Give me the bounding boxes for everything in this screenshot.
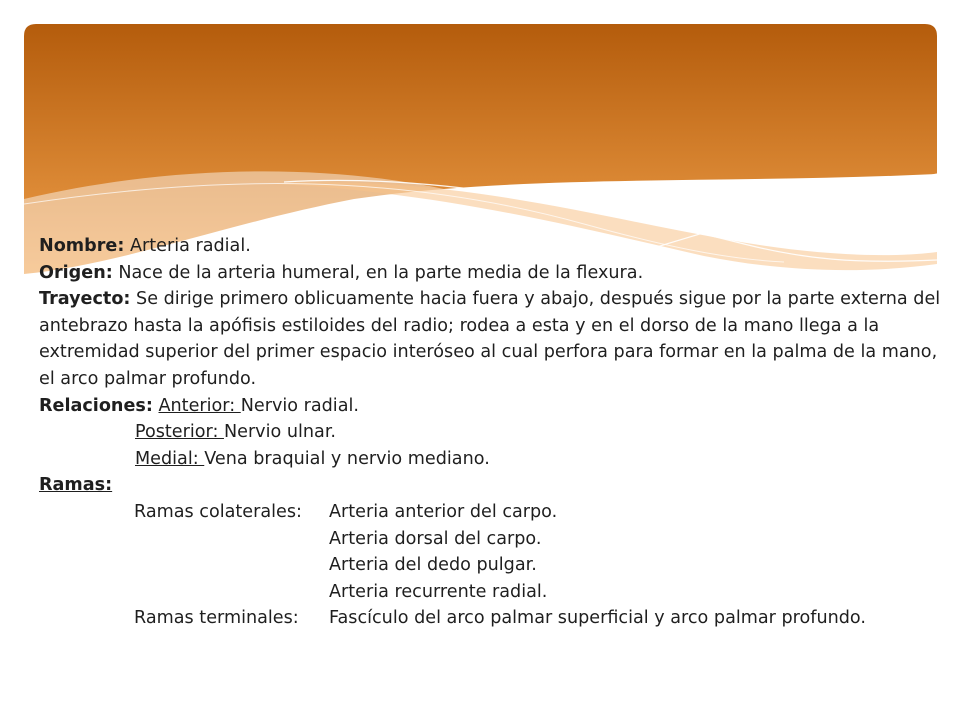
relacion-posterior-key: Posterior:: [135, 422, 224, 443]
ramas-label: Ramas:: [39, 475, 113, 496]
ramas-colaterales-line: [39, 499, 944, 526]
relaciones-label: Relaciones:: [39, 395, 153, 416]
relacion-anterior-key: Anterior:: [158, 395, 241, 416]
origen-value: Nace de la arteria humeral, en la parte media de la flexura.: [112, 262, 644, 283]
relacion-posterior-value: Nervio ulnar.: [223, 422, 337, 443]
nombre-value: Arteria radial.: [124, 236, 251, 256]
ramas-terminales-value: Fascículo del arco palmar superficial y arco palmar profundo.: [329, 608, 866, 629]
relaciones-line: [39, 393, 944, 420]
rama-colateral-item: Arteria del dedo pulgar.: [329, 555, 537, 576]
relacion-posterior-line: [39, 419, 944, 446]
rama-colateral-item: Arteria recurrente radial.: [329, 581, 548, 602]
slide-content: [39, 233, 944, 632]
rama-colateral-item: Arteria dorsal del carpo.: [329, 528, 542, 549]
trayecto-value: Se dirige primero oblicuamente hacia fuera y abajo, después sigue por la parte externa del antebrazo hasta la apófisis estiloides del radio; rodea a esta y en el dorso de la mano llega a la extremidad superior del primer espacio interóseo al cual perfora para formar en la palma de la mano, el arco palmar profundo.: [39, 289, 941, 389]
trayecto-paragraph: [39, 286, 944, 392]
rama-colateral-line-4: [39, 579, 944, 606]
nombre-label: Nombre:: [39, 236, 125, 256]
relacion-anterior-value: Nervio radial.: [240, 395, 359, 416]
relacion-medial-line: [39, 446, 944, 473]
rama-colateral-item: Arteria anterior del carpo.: [329, 501, 558, 522]
origen-line: [39, 260, 944, 287]
rama-colateral-line-3: [39, 552, 944, 579]
ramas-terminales-label: Ramas terminales:: [134, 608, 299, 629]
origen-label: Origen:: [39, 262, 113, 283]
relacion-medial-value: Vena braquial y nervio mediano.: [204, 448, 490, 469]
ramas-colaterales-label: Ramas colaterales:: [134, 501, 302, 522]
ramas-terminales-line: [39, 605, 944, 632]
trayecto-label: Trayecto:: [39, 289, 131, 310]
rama-colateral-line-2: [39, 526, 944, 553]
nombre-line: [39, 233, 944, 260]
ramas-line: [39, 472, 944, 499]
relacion-medial-key: Medial:: [135, 448, 205, 469]
